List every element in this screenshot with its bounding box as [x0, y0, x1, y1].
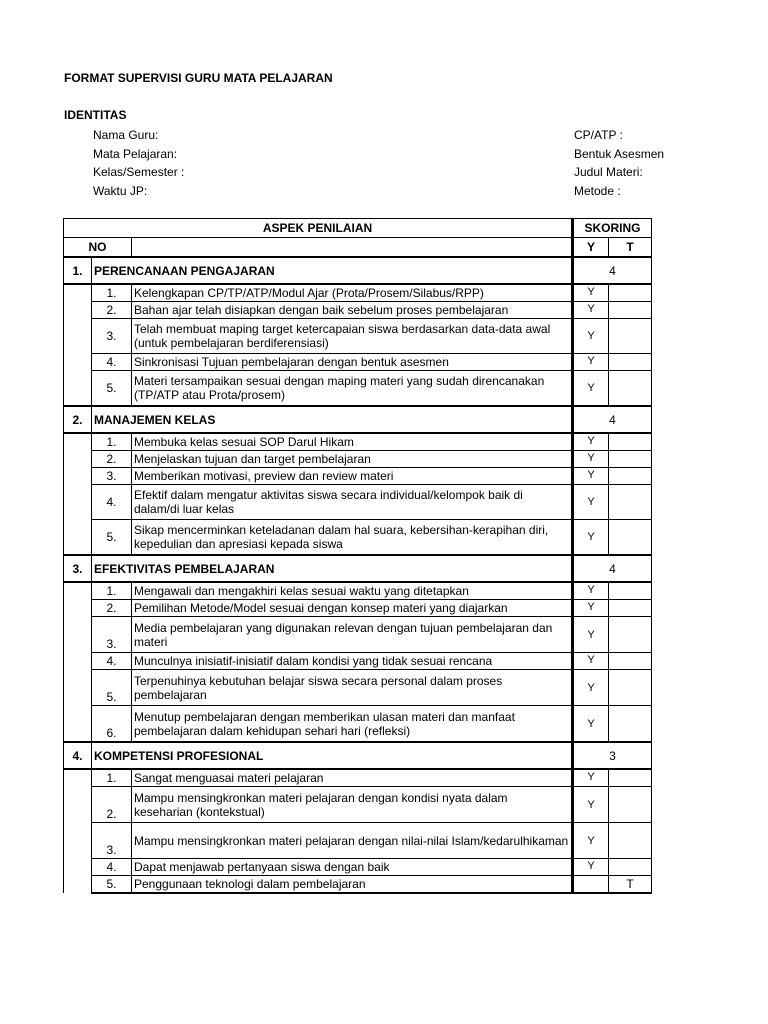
score-y-cell: Y: [573, 617, 609, 653]
score-y-cell: Y: [573, 354, 609, 371]
identity-heading: IDENTITAS: [64, 108, 127, 122]
score-y-cell: Y: [573, 859, 609, 876]
section-row: [64, 257, 652, 284]
criteria-text: Dapat menjawab pertanyaan siswa dengan baik: [132, 859, 573, 876]
section-score: 4: [573, 555, 652, 582]
score-t-cell: [609, 433, 652, 451]
criteria-number: 5.: [92, 876, 132, 894]
score-t-cell: [609, 670, 652, 706]
document-title: FORMAT SUPERVISI GURU MATA PELAJARAN: [64, 71, 333, 85]
metode-label: Metode :: [574, 183, 621, 198]
row-indent-cell: [64, 600, 92, 617]
score-t-cell: [609, 859, 652, 876]
criteria-row: [64, 706, 652, 743]
cp-atp-label: CP/ATP :: [574, 128, 623, 142]
score-y-cell: Y: [573, 468, 609, 485]
criteria-text: Terpenuhinya kebutuhan belajar siswa secara personal dalam proses pembelajaran: [132, 670, 573, 706]
criteria-text: Mampu mensingkronkan materi pelajaran dengan kondisi nyata dalam keseharian (kontekstual): [132, 787, 573, 823]
criteria-row: [64, 354, 652, 371]
row-indent-cell: [64, 433, 92, 451]
criteria-number: 2.: [92, 302, 132, 319]
criteria-row: [64, 617, 652, 653]
criteria-number: 4.: [92, 485, 132, 520]
score-t-cell: [609, 284, 652, 302]
score-y-cell: Y: [573, 433, 609, 451]
criteria-number: 2.: [92, 787, 132, 823]
criteria-number: 4.: [92, 653, 132, 670]
score-y-cell: Y: [573, 520, 609, 556]
row-indent-cell: [64, 520, 92, 556]
row-indent-cell: [64, 354, 92, 371]
row-indent-cell: [64, 371, 92, 407]
score-t-cell: [609, 600, 652, 617]
criteria-text: Sinkronisasi Tujuan pembelajaran dengan bentuk asesmen: [132, 354, 573, 371]
criteria-row: [64, 876, 652, 894]
criteria-text: Membuka kelas sesuai SOP Darul Hikam: [132, 433, 573, 451]
section-row: [64, 406, 652, 433]
criteria-text: Pemilihan Metode/Model sesuai dengan konsep materi yang diajarkan: [132, 600, 573, 617]
criteria-number: 4.: [92, 354, 132, 371]
score-y-cell: Y: [573, 787, 609, 823]
score-t-cell: [609, 468, 652, 485]
criteria-number: 3.: [92, 823, 132, 859]
score-y-cell: Y: [573, 823, 609, 859]
score-t-cell: [609, 451, 652, 468]
t-header: T: [609, 238, 652, 258]
criteria-row: [64, 653, 652, 670]
score-y-cell: Y: [573, 582, 609, 600]
score-t-cell: [609, 823, 652, 859]
section-title: MANAJEMEN KELAS: [92, 406, 573, 433]
judul-materi-label: Judul Materi:: [574, 165, 643, 179]
score-t-cell: [609, 354, 652, 371]
section-score: 4: [573, 406, 652, 433]
criteria-text: Bahan ajar telah disiapkan dengan baik sebelum proses pembelajaran: [132, 302, 573, 319]
criteria-number: 3.: [92, 319, 132, 354]
criteria-row: [64, 371, 652, 407]
score-t-cell: [609, 787, 652, 823]
skoring-header: SKORING: [573, 219, 652, 238]
section-number: 4.: [64, 742, 92, 769]
identity-left-fields: [93, 126, 184, 200]
section-row: [64, 555, 652, 582]
score-y-cell: Y: [573, 600, 609, 617]
criteria-number: 1.: [92, 769, 132, 787]
section-title: KOMPETENSI PROFESIONAL: [92, 742, 573, 769]
row-indent-cell: [64, 706, 92, 743]
criteria-row: [64, 468, 652, 485]
criteria-text: Menjelaskan tujuan dan target pembelajaran: [132, 451, 573, 468]
score-t-cell: [609, 617, 652, 653]
y-header: Y: [573, 238, 609, 258]
criteria-text: Sangat menguasai materi pelajaran: [132, 769, 573, 787]
section-number: 3.: [64, 555, 92, 582]
aspek-penilaian-header: ASPEK PENILAIAN: [64, 219, 573, 238]
row-indent-cell: [64, 468, 92, 485]
criteria-row: [64, 520, 652, 556]
mata-pelajaran-label: Mata Pelajaran:: [93, 146, 178, 161]
scoring-table: [63, 218, 652, 894]
row-indent-cell: [64, 787, 92, 823]
score-y-cell: Y: [573, 485, 609, 520]
section-number: 1.: [64, 257, 92, 284]
waktu-jp-label: Waktu JP:: [93, 183, 148, 198]
score-y-cell: Y: [573, 319, 609, 354]
score-t-cell: [609, 769, 652, 787]
criteria-text: Materi tersampaikan sesuai dengan maping materi yang sudah direncanakan (TP/ATP atau Prota/prosem): [132, 371, 573, 407]
criteria-number: 5.: [92, 371, 132, 407]
score-y-cell: Y: [573, 670, 609, 706]
row-indent-cell: [64, 876, 92, 894]
score-y-cell: Y: [573, 371, 609, 407]
score-t-cell: [609, 706, 652, 743]
criteria-text: Memberikan motivasi, preview dan review materi: [132, 468, 573, 485]
section-score: 4: [573, 257, 652, 284]
criteria-text: Mengawali dan mengakhiri kelas sesuai waktu yang ditetapkan: [132, 582, 573, 600]
bentuk-asesmen-label: Bentuk Asesmen: [574, 146, 665, 161]
criteria-text: Telah membuat maping target ketercapaian siswa berdasarkan data-data awal (untuk pembelajaran berdiferensiasi): [132, 319, 573, 354]
section-number: 2.: [64, 406, 92, 433]
criteria-row: [64, 485, 652, 520]
row-indent-cell: [64, 823, 92, 859]
row-indent-cell: [64, 284, 92, 302]
criteria-row: [64, 433, 652, 451]
score-y-cell: Y: [573, 451, 609, 468]
criteria-number: 5.: [92, 670, 132, 706]
section-title: EFEKTIVITAS PEMBELAJARAN: [92, 555, 573, 582]
criteria-row: [64, 284, 652, 302]
row-indent-cell: [64, 319, 92, 354]
criteria-text: Sikap mencerminkan keteladanan dalam hal suara, kebersihan-kerapihan diri, kepedulian dan apresiasi kepada siswa: [132, 520, 573, 556]
row-indent-cell: [64, 485, 92, 520]
section-score: 3: [573, 742, 652, 769]
criteria-number: 1.: [92, 433, 132, 451]
criteria-row: [64, 823, 652, 859]
score-y-cell: Y: [573, 769, 609, 787]
row-indent-cell: [64, 859, 92, 876]
criteria-row: [64, 769, 652, 787]
score-t-cell: [609, 302, 652, 319]
score-y-cell: Y: [573, 706, 609, 743]
score-y-cell: [573, 876, 609, 894]
score-t-cell: [609, 485, 652, 520]
criteria-number: 6.: [92, 706, 132, 743]
row-indent-cell: [64, 670, 92, 706]
row-indent-cell: [64, 769, 92, 787]
identity-right-fields: [574, 126, 665, 200]
score-t-cell: [609, 371, 652, 407]
row-indent-cell: [64, 617, 92, 653]
criteria-row: [64, 859, 652, 876]
row-indent-cell: [64, 582, 92, 600]
section-title: PERENCANAAN PENGAJARAN: [92, 257, 573, 284]
no-header: NO: [64, 238, 132, 258]
nama-guru-label: Nama Guru:: [93, 128, 159, 142]
criteria-number: 3.: [92, 468, 132, 485]
criteria-row: [64, 451, 652, 468]
criteria-number: 3.: [92, 617, 132, 653]
criteria-text: Menutup pembelajaran dengan memberikan ulasan materi dan manfaat pembelajaran dalam kehidupan sehari hari (refleksi): [132, 706, 573, 743]
criteria-number: 2.: [92, 600, 132, 617]
criteria-row: [64, 319, 652, 354]
header-blank-cell: [132, 238, 573, 258]
row-indent-cell: [64, 451, 92, 468]
score-y-cell: Y: [573, 284, 609, 302]
criteria-row: [64, 787, 652, 823]
criteria-text: Kelengkapan CP/TP/ATP/Modul Ajar (Prota/Prosem/Silabus/RPP): [132, 284, 573, 302]
criteria-number: 1.: [92, 284, 132, 302]
criteria-number: 2.: [92, 451, 132, 468]
score-y-cell: Y: [573, 302, 609, 319]
kelas-semester-label: Kelas/Semester :: [93, 165, 185, 179]
criteria-text: Efektif dalam mengatur aktivitas siswa secara individual/kelompok baik di dalam/di luar kelas: [132, 485, 573, 520]
score-y-cell: Y: [573, 653, 609, 670]
criteria-text: Penggunaan teknologi dalam pembelajaran: [132, 876, 573, 894]
criteria-row: [64, 302, 652, 319]
criteria-number: 1.: [92, 582, 132, 600]
criteria-row: [64, 670, 652, 706]
score-t-cell: [609, 319, 652, 354]
score-t-cell: [609, 520, 652, 556]
criteria-text: Media pembelajaran yang digunakan relevan dengan tujuan pembelajaran dan materi: [132, 617, 573, 653]
row-indent-cell: [64, 302, 92, 319]
criteria-row: [64, 582, 652, 600]
criteria-number: 4.: [92, 859, 132, 876]
criteria-text: Munculnya inisiatif-inisiatif dalam kondisi yang tidak sesuai rencana: [132, 653, 573, 670]
section-row: [64, 742, 652, 769]
score-t-cell: [609, 653, 652, 670]
criteria-number: 5.: [92, 520, 132, 556]
score-t-cell: T: [609, 876, 652, 894]
criteria-row: [64, 600, 652, 617]
score-t-cell: [609, 582, 652, 600]
row-indent-cell: [64, 653, 92, 670]
criteria-text: Mampu mensingkronkan materi pelajaran dengan nilai-nilai Islam/kedarulhikaman: [132, 823, 573, 859]
